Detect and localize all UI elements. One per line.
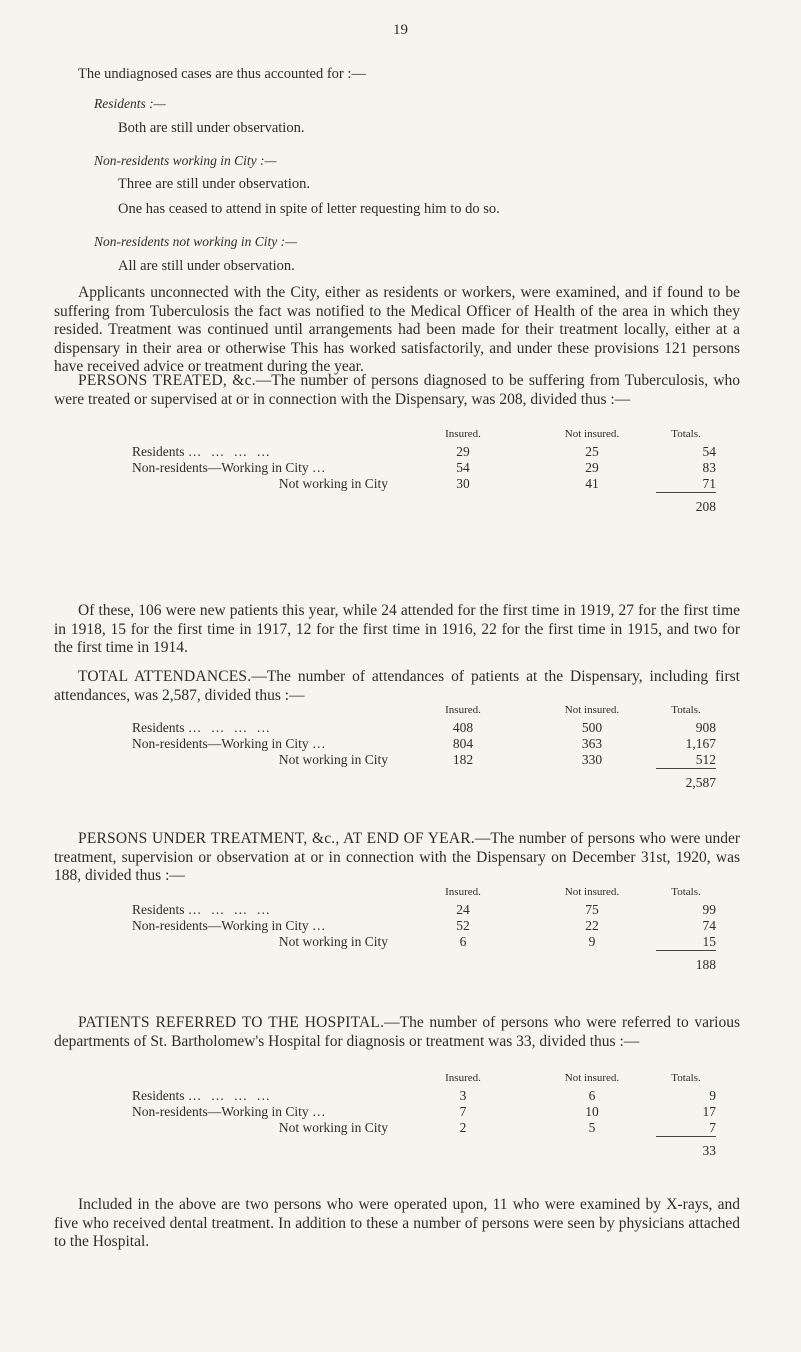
table-row: Non-residents—Working in City … 52 22 74 xyxy=(132,918,716,933)
column-header: Insured. xyxy=(445,704,481,716)
group-line: One has ceased to attend in spite of letter requesting him to do so. xyxy=(118,201,500,217)
cell-not-insured: 22 xyxy=(585,918,599,933)
table-row: Residents … … … … 3 6 9 xyxy=(132,1088,716,1103)
cell-insured: 29 xyxy=(456,444,470,459)
cell-not-insured: 9 xyxy=(588,934,596,950)
cell-not-insured: 330 xyxy=(581,752,603,768)
cell-insured: 24 xyxy=(456,902,470,917)
cell-total: 1,167 xyxy=(685,736,716,751)
row-label: Non-residents—Working in City xyxy=(132,736,309,751)
section-paragraph xyxy=(54,372,740,409)
group-heading-nonresidents-working: Non-residents working in City :— xyxy=(94,153,277,168)
group-heading-nonresidents-not-working: Non-residents not working in City :— xyxy=(94,234,298,249)
row-label: Residents xyxy=(132,720,185,735)
cell-not-insured: 41 xyxy=(585,476,599,492)
page-number: 19 xyxy=(393,22,408,38)
table-row: Residents … … … … 29 25 54 xyxy=(132,444,716,459)
group-line: All are still under observation. xyxy=(118,258,295,274)
table-row xyxy=(132,934,716,951)
table-total: 208 xyxy=(656,493,716,516)
cell-not-insured: 5 xyxy=(588,1120,596,1136)
cell-not-insured: 363 xyxy=(581,736,603,751)
cell-total: 908 xyxy=(695,720,716,735)
section-text: —The number of persons who were under treatment, supervision or observation at or in connection with the Dispensary on December 31st, 1920, was 188, divided thus :— xyxy=(54,830,740,884)
cell-not-insured: 10 xyxy=(585,1104,599,1119)
section-text: —The number of attendances of patients at the Dispensary, including first attendances, was 2,587, divided thus :— xyxy=(54,668,740,704)
section-heading: PERSONS UNDER TREATMENT, &c., AT END OF YEAR. xyxy=(78,830,475,847)
cell-total: 83 xyxy=(702,460,716,475)
row-label: Not working in City xyxy=(278,934,388,950)
cell-insured: 2 xyxy=(459,1120,467,1136)
column-header: Not insured. xyxy=(564,428,620,440)
cell-insured: 52 xyxy=(456,918,470,933)
table-row: Non-residents—Working in City … 7 10 17 xyxy=(132,1104,716,1119)
cell-insured: 3 xyxy=(459,1088,467,1103)
table-total: 2,587 xyxy=(656,769,716,792)
cell-total: 15 xyxy=(702,934,716,949)
stat-table-persons-treated xyxy=(132,428,716,515)
cell-total: 9 xyxy=(709,1088,716,1103)
section-heading: PERSONS TREATED, &c. xyxy=(78,372,256,389)
column-header: Not insured. xyxy=(564,704,620,716)
column-header: Not insured. xyxy=(564,886,620,898)
column-header: Totals. xyxy=(671,886,701,898)
section-text: —The number of persons who were referred to various departments of St. Bartholomew's Hospital for diagnosis or treatment was 33, divided thus :— xyxy=(54,1014,741,1050)
closing-paragraph: Included in the above are two persons who were operated upon, 11 who were examined by X-rays, and five who received dental treatment. In addition to these a number of persons were seen by physicians attached to the Hospital. xyxy=(54,1196,740,1250)
row-label: Not working in City xyxy=(278,752,388,768)
table-total: 188 xyxy=(656,951,716,974)
row-label: Non-residents—Working in City xyxy=(132,1104,309,1119)
cell-total: 512 xyxy=(695,752,716,767)
cell-insured: 54 xyxy=(456,460,470,475)
cell-total: 7 xyxy=(709,1120,716,1135)
row-label: Residents xyxy=(132,444,185,459)
column-header: Insured. xyxy=(445,1072,481,1084)
cell-not-insured: 75 xyxy=(585,902,599,917)
section-text: —The number of persons diagnosed to be suffering from Tuberculosis, who were treated or supervised at or in connection with the Dispensary, was 208, divided thus :— xyxy=(54,372,741,408)
column-header: Totals. xyxy=(671,704,701,716)
cell-total: 71 xyxy=(702,476,716,491)
cell-total: 99 xyxy=(702,902,716,917)
row-label: Not working in City xyxy=(278,1120,388,1136)
cell-total: 54 xyxy=(702,444,716,459)
cell-insured: 804 xyxy=(452,736,474,751)
cell-insured: 30 xyxy=(456,476,470,492)
cell-insured: 408 xyxy=(452,720,474,735)
section-paragraph xyxy=(54,1014,740,1051)
intro-line: The undiagnosed cases are thus accounted for :— xyxy=(78,66,366,82)
section-heading: PATIENTS REFERRED TO THE HOSPITAL. xyxy=(78,1014,385,1031)
cell-not-insured: 500 xyxy=(581,720,603,735)
stat-table-total-attendances xyxy=(132,704,716,791)
table-row: Non-residents—Working in City … 54 29 83 xyxy=(132,460,716,475)
section-paragraph xyxy=(54,668,740,705)
section-heading: TOTAL ATTENDANCES. xyxy=(78,668,252,685)
stat-table-under-treatment xyxy=(132,886,716,973)
column-header: Insured. xyxy=(445,886,481,898)
cell-not-insured: 29 xyxy=(585,460,599,475)
row-label: Not working in City xyxy=(278,476,388,492)
cell-total: 74 xyxy=(702,918,716,933)
table-row: Non-residents—Working in City … 804 363 1,167 xyxy=(132,736,716,751)
row-label: Non-residents—Working in City xyxy=(132,918,309,933)
row-label: Residents xyxy=(132,902,185,917)
group-heading-residents: Residents :— xyxy=(94,96,166,111)
table-row: Residents … … … … 24 75 99 xyxy=(132,902,716,917)
cell-insured: 7 xyxy=(459,1104,467,1119)
new-patients-paragraph: Of these, 106 were new patients this year, while 24 attended for the first time in 1919, 27 for the first time in 1918, 15 for the first time in 1917, 12 for the first time in 1916, 22 for the first time in 1915, and two for the first time in 1914. xyxy=(54,602,740,656)
row-label: Non-residents—Working in City xyxy=(132,460,309,475)
column-header: Not insured. xyxy=(564,1072,620,1084)
row-label: Residents xyxy=(132,1088,185,1103)
table-total: 33 xyxy=(656,1137,716,1160)
section-paragraph xyxy=(54,830,740,886)
table-row: Residents … … … … 408 500 908 xyxy=(132,720,716,735)
cell-not-insured: 25 xyxy=(585,444,599,459)
table-row xyxy=(132,476,716,493)
stat-table-hospital-referrals xyxy=(132,1072,716,1159)
cell-insured: 182 xyxy=(452,752,474,768)
cell-not-insured: 6 xyxy=(588,1088,596,1103)
table-row xyxy=(132,752,716,769)
column-header: Insured. xyxy=(445,428,481,440)
cell-total: 17 xyxy=(702,1104,716,1119)
table-row xyxy=(132,1120,716,1137)
group-line: Three are still under observation. xyxy=(118,176,311,192)
cell-insured: 6 xyxy=(459,934,467,950)
column-header: Totals. xyxy=(671,1072,701,1084)
column-header: Totals. xyxy=(671,428,701,440)
group-line: Both are still under observation. xyxy=(118,120,305,136)
applicants-paragraph: Applicants unconnected with the City, either as residents or workers, were examined, and if found to be suffering from Tuberculosis the fact was notified to the Medical Officer of Health of the area in which they resided. Treatment was continued until arrangements had been made for their treatment locally, either at a dispensary in their area or otherwise This has worked satisfactorily, and under these provisions 121 persons have received advice or treatment during the year. xyxy=(54,284,740,375)
